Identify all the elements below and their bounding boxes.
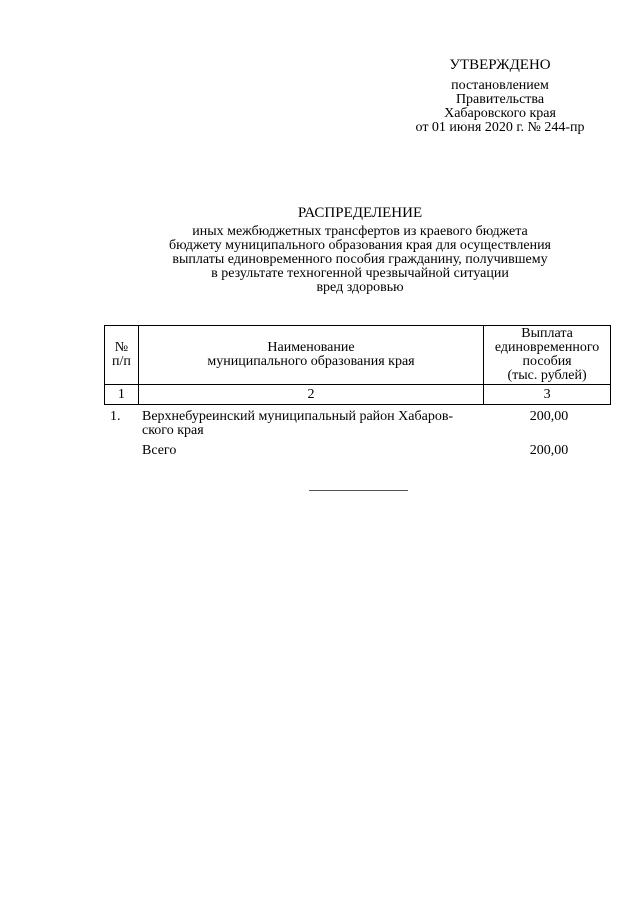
row-number: 1. bbox=[110, 409, 121, 424]
document-title-block bbox=[100, 204, 620, 295]
approval-line: Правительства bbox=[455, 92, 545, 107]
title-line: вред здоровью bbox=[316, 280, 404, 295]
table-body bbox=[104, 410, 611, 462]
approval-title: УТВЕРЖДЕНО bbox=[449, 57, 551, 73]
total-value: 200,00 bbox=[529, 443, 569, 458]
title-line: бюджету муниципального образования края для осуществления bbox=[169, 238, 551, 253]
distribution-table bbox=[104, 325, 611, 405]
title-line: иных межбюджетных трансфертов из краевого бюджета bbox=[192, 224, 528, 239]
column-number: 3 bbox=[484, 385, 611, 405]
header-municipality: Наименование муниципального образования края bbox=[138, 326, 483, 385]
approval-line: Хабаровского края bbox=[444, 106, 556, 121]
title-line: в результате техногенной чрезвычайной ситуации bbox=[211, 266, 509, 281]
closing-rule bbox=[309, 490, 408, 491]
total-label: Всего bbox=[142, 443, 177, 458]
column-number: 1 bbox=[105, 385, 139, 405]
title-line: выплаты единовременного пособия гражданину, получившему bbox=[172, 252, 548, 267]
approval-date-line: от 01 июня 2020 г. № 244-пр bbox=[415, 120, 585, 135]
column-number: 2 bbox=[138, 385, 483, 405]
approval-block bbox=[395, 56, 605, 135]
header-payment: Выплата единовременного пособия (тыс. рублей) bbox=[484, 326, 611, 385]
row-municipality: Верхнебуреинский муниципальный район Хабаров- ского края bbox=[142, 409, 454, 438]
table-row bbox=[104, 410, 611, 444]
column-numbers-row bbox=[105, 385, 611, 405]
document-heading: РАСПРЕДЕЛЕНИЕ bbox=[297, 205, 423, 221]
approval-line: постановлением bbox=[451, 78, 549, 93]
header-number: № п/п bbox=[105, 326, 139, 385]
total-row bbox=[104, 444, 611, 462]
row-value: 200,00 bbox=[529, 409, 569, 424]
table-header-row bbox=[105, 326, 611, 385]
